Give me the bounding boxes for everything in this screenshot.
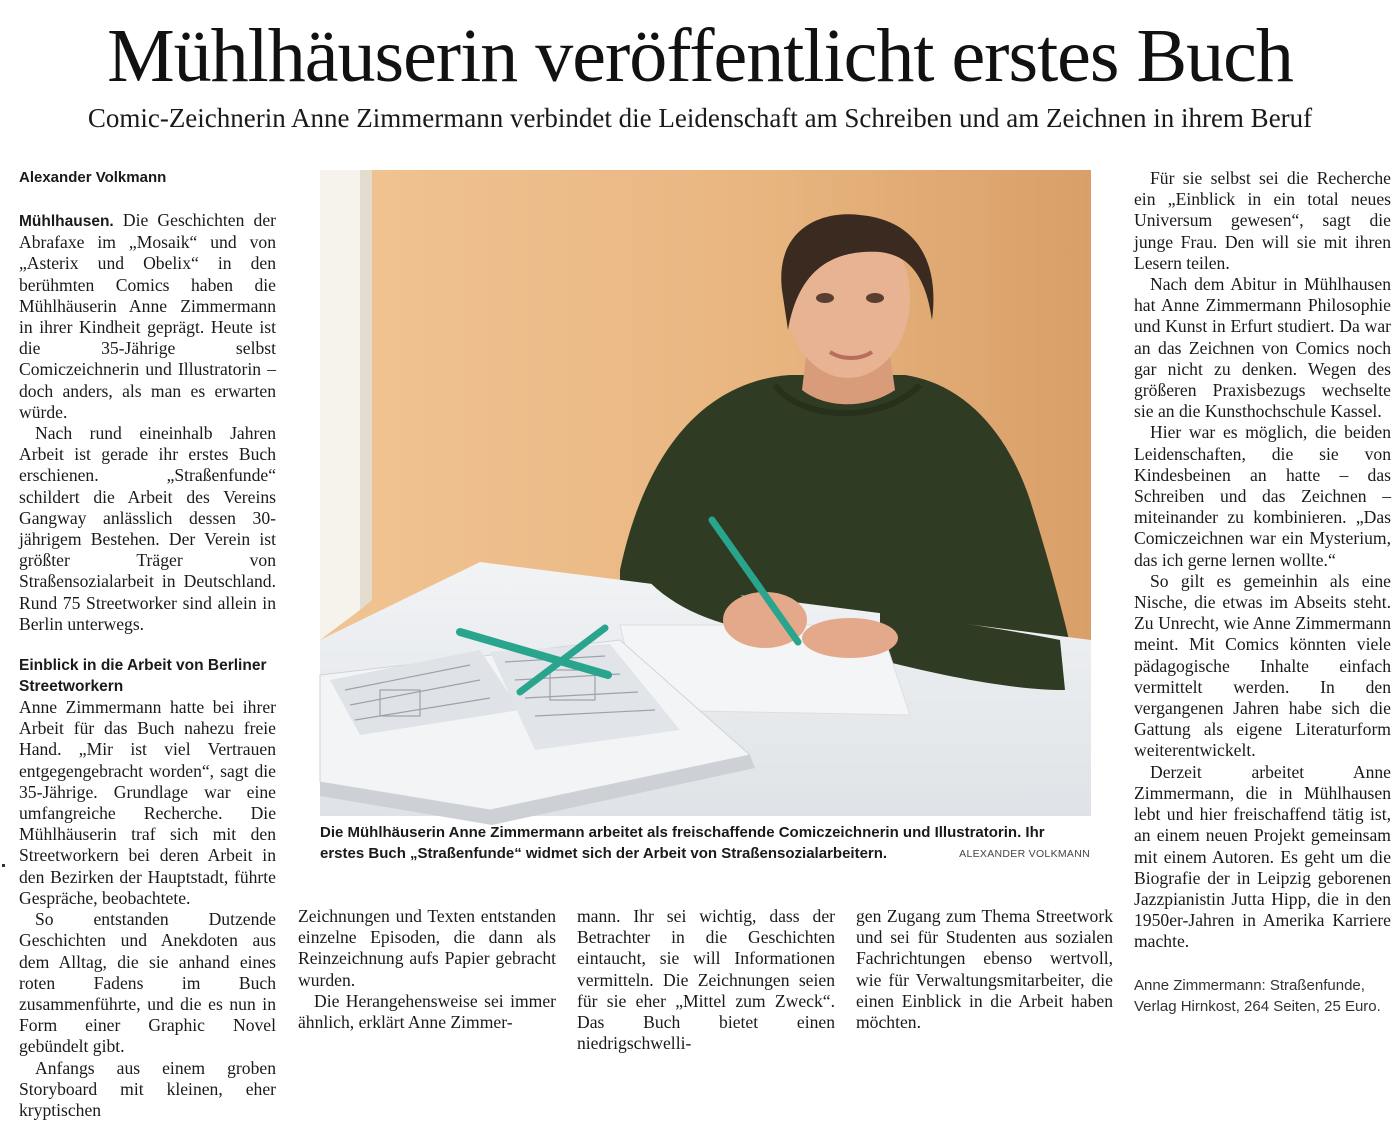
article-column-5 [1134, 168, 1391, 1017]
paragraph: Nach rund eineinhalb Jahren Arbeit ist gerade ihr erstes Buch erschienen. „Straßenfunde“ schildert die Arbeit des Vereins Gangway anlässlich dessen 30-jährigem Bestehen. Der Verein ist größter Träger von Straßensozialarbeit in Deutschland. Rund 75 Streetworker sind allein in Berlin unterwegs. [19, 423, 276, 634]
paragraph: Für sie selbst sei die Recherche ein „Einblick in ein total neues Universum gewesen“, sagt die junge Frau. Den will sie mit ihren Lesern teilen. [1134, 168, 1391, 273]
article-column-1 [19, 168, 276, 1121]
paragraph: Anfangs aus einem groben Storyboard mit kleinen, eher kryptischen [19, 1057, 276, 1120]
paragraph-text: Die Geschichten der Abrafaxe im „Mosaik“ und von „Asterix und Obelix“ in den berühmten Comics haben die Mühlhäuserin Anne Zimmermann in ihrer Kindheit geprägt. Heute ist die 35-Jährige selbst Comiczeichnerin und Illustratorin – doch anders, als man es erwarten würde. [19, 210, 276, 422]
subheadline: Comic-Zeichnerin Anne Zimmermann verbindet die Leidenschaft am Schreiben und am Zeichnen in ihrem Beruf [87, 103, 1313, 133]
photo-caption: Die Mühlhäuserin Anne Zimmermann arbeitet als freischaffende Comiczeichnerin und Illustratorin. Ihr erstes Buch „Straßenfunde“ widmet sich der Arbeit von Straßensozialarbeitern. [320, 824, 1045, 862]
article-column-4 [856, 906, 1113, 1033]
paragraph: mann. Ihr sei wichtig, dass der Betrachter in die Geschichten eintaucht, sie will Informationen vermitteln. Die Zeichnungen seien für sie eher „Mittel zum Zweck“. Das Buch bietet einen niedrigschwelli- [577, 906, 835, 1054]
paragraph: Nach dem Abitur in Mühlhausen hat Anne Zimmermann Philosophie und Kunst in Erfurt studiert. Da war an das Zeichnen von Comics noch gar nicht zu denken. Wegen des größeren Praxisbezugs wechselte sie an die Kunsthochschule Kassel. [1134, 274, 1391, 422]
headline: Mühlhäuserin veröffentlicht erstes Buch [107, 14, 1293, 98]
paragraph: Die Herangehensweise sei immer ähnlich, erklärt Anne Zimmer- [298, 990, 556, 1033]
article-column-3 [577, 906, 835, 1054]
paragraph: gen Zugang zum Thema Streetwork und sei für Studenten aus sozialen Fachrichtungen ebenso wertvoll, wie für Verwaltungsmitarbeiter, die einen Einblick in die Arbeit haben möchten. [856, 906, 1113, 1033]
paragraph: So gilt es gemeinhin als eine Nische, die etwas im Abseits steht. Zu Unrecht, wie Anne Zimmermann meint. Mit Comics könnten viele pädagogische Inhalte einfach vermittelt werden. In den vergangenen Jahren habe sich die Gattung als eigene Literaturform weiterentwickelt. [1134, 570, 1391, 761]
margin-mark [2, 864, 5, 867]
paragraph: Anne Zimmermann hatte bei ihrer Arbeit für das Buch nahezu freie Hand. „Mir ist viel Vertrauen entgegengebracht worden“, sagt die 35-Jährige. Grundlage war eine umfangreiche Recherche. Die Mühlhäuserin traf sich mit den Streetworkern bei deren Arbeit in den Bezirken der Hauptstadt, führte Gespräche, beobachtete. [19, 697, 276, 908]
paragraph: So entstanden Dutzende Geschichten und Anekdoten aus dem Alltag, die sie anhand eines roten Fadens im Buch zusammenführte, und die es nun in Form einer Graphic Novel gebündelt gibt. [19, 909, 276, 1057]
paragraph: Hier war es möglich, die beiden Leidenschaften, die sie von Kindesbeinen an hatte – das Schreiben und das Zeichnen – miteinander zu kombinieren. „Das Comiczeichnen war ein Mysterium, das ich gerne lernen wollte.“ [1134, 422, 1391, 570]
article-column-2 [298, 906, 556, 1033]
photo-credit: ALEXANDER VOLKMANN [959, 848, 1090, 860]
book-info: Anne Zimmermann: Straßenfunde, Verlag Hirnkost, 264 Seiten, 25 Euro. [1134, 976, 1381, 1015]
paragraph [19, 210, 276, 423]
paragraph: Zeichnungen und Texten entstanden einzelne Episoden, die dann als Reinzeichnung aufs Papier gebracht wurden. [298, 906, 556, 990]
section-subhead: Einblick in die Arbeit von Berliner Streetworkern [19, 657, 267, 696]
paragraph: Derzeit arbeitet Anne Zimmermann, die in Mühlhausen lebt und hier freischaffend tätig ist, an einem neuen Projekt gemeinsam mit einem Autoren. Es geht um die Biografie der in Leipzig geborenen Jazzpianistin Jutta Hipp, die in den 1950er-Jahren in Amerika Karriere machte. [1134, 761, 1391, 952]
article-photo [320, 170, 1091, 816]
dateline: Mühlhausen. [19, 213, 114, 230]
photo-woman-drawing [320, 170, 1091, 816]
byline: Alexander Volkmann [19, 169, 167, 186]
